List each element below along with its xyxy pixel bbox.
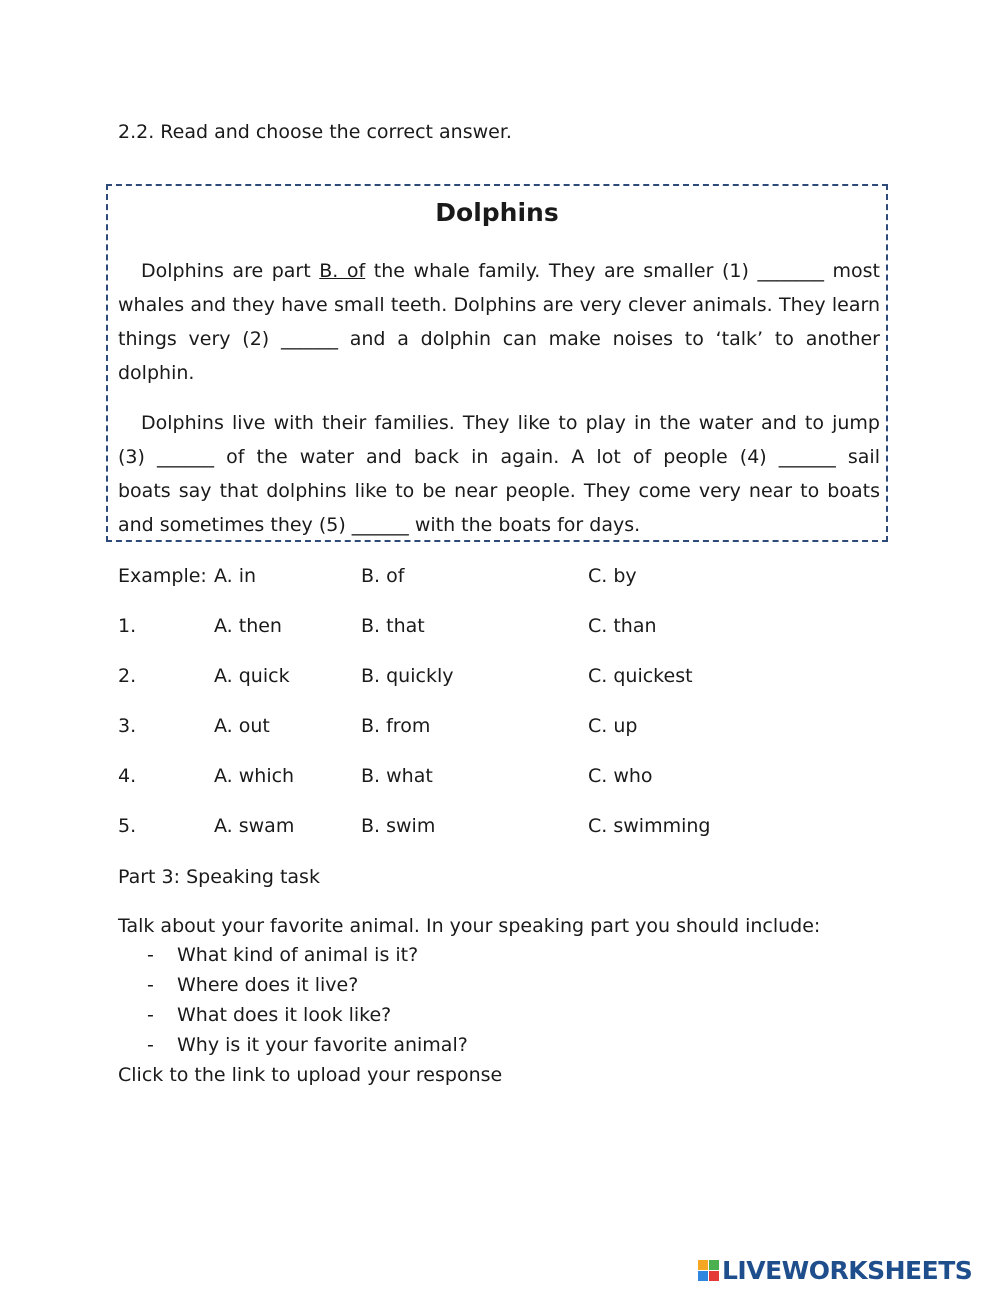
option-b[interactable]: B. what: [361, 765, 433, 787]
option-a[interactable]: A. out: [214, 715, 270, 737]
option-b[interactable]: B. from: [361, 715, 431, 737]
option-row-2: [118, 665, 878, 691]
passage-line: dolphin.: [118, 362, 195, 384]
option-row-3: [118, 715, 878, 741]
option-b[interactable]: B. quickly: [361, 665, 454, 687]
bullet-dash: -: [147, 1004, 154, 1026]
passage-text: the whale family. They are smaller (1) _______ most: [365, 260, 881, 282]
option-b: B. of: [361, 565, 405, 587]
option-number: Example:: [118, 565, 207, 587]
bullet-text: Why is it your favorite animal?: [177, 1034, 468, 1056]
option-a[interactable]: A. quick: [214, 665, 290, 687]
passage-line: [118, 411, 880, 435]
option-c[interactable]: C. quickest: [588, 665, 693, 687]
logo-block: [709, 1260, 719, 1270]
bullet-dash: -: [147, 944, 154, 966]
liveworksheets-logo: [698, 1253, 972, 1287]
option-a[interactable]: A. then: [214, 615, 282, 637]
option-a: A. in: [214, 565, 257, 587]
option-number: 4.: [118, 765, 137, 787]
option-number: 5.: [118, 815, 137, 837]
passage-line: boats say that dolphins like to be near people. They come very near to boats: [118, 480, 880, 502]
option-c[interactable]: C. up: [588, 715, 638, 737]
part3-heading: Part 3: Speaking task: [118, 866, 320, 888]
passage-text: Dolphins live with their families. They like to play in the water and to jump: [141, 412, 880, 434]
option-row-example: [118, 565, 878, 591]
option-row-5: [118, 815, 878, 841]
passage-line: [118, 259, 880, 283]
passage-box: [106, 184, 888, 542]
bullet-text: Where does it live?: [177, 974, 359, 996]
logo-block: [698, 1260, 708, 1270]
bullet-text: What does it look like?: [177, 1004, 392, 1026]
bullet-dash: -: [147, 974, 154, 996]
option-b[interactable]: B. that: [361, 615, 425, 637]
logo-block: [709, 1271, 719, 1281]
passage-title: Dolphins: [435, 198, 559, 227]
example-answer: B. of: [319, 260, 366, 282]
option-number: 3.: [118, 715, 137, 737]
passage-line: whales and they have small teeth. Dolphins are very clever animals. They learn: [118, 294, 880, 316]
option-c[interactable]: C. swimming: [588, 815, 711, 837]
bullet-text: What kind of animal is it?: [177, 944, 419, 966]
option-c[interactable]: C. than: [588, 615, 657, 637]
option-a[interactable]: A. swam: [214, 815, 295, 837]
passage-text: Dolphins are part: [141, 260, 320, 282]
instruction: 2.2. Read and choose the correct answer.: [118, 121, 512, 143]
option-c[interactable]: C. who: [588, 765, 653, 787]
option-a[interactable]: A. which: [214, 765, 295, 787]
option-c: C. by: [588, 565, 637, 587]
option-number: 2.: [118, 665, 137, 687]
option-row-4: [118, 765, 878, 791]
passage-line: things very (2) ______ and a dolphin can make noises to ‘talk’ to another: [118, 328, 880, 350]
bullet-dash: -: [147, 1034, 154, 1056]
option-number: 1.: [118, 615, 137, 637]
logo-icon: [698, 1260, 719, 1281]
passage-line: (3) ______ of the water and back in again. A lot of people (4) ______ sail: [118, 446, 880, 468]
logo-block: [698, 1271, 708, 1281]
logo-text: LIVEWORKSHEETS: [722, 1255, 973, 1285]
part3-prompt: Talk about your favorite animal. In your speaking part you should include:: [118, 915, 821, 937]
option-row-1: [118, 615, 878, 641]
passage-line: and sometimes they (5) ______ with the boats for days.: [118, 514, 641, 536]
option-b[interactable]: B. swim: [361, 815, 436, 837]
upload-link-text[interactable]: Click to the link to upload your response: [118, 1064, 503, 1086]
